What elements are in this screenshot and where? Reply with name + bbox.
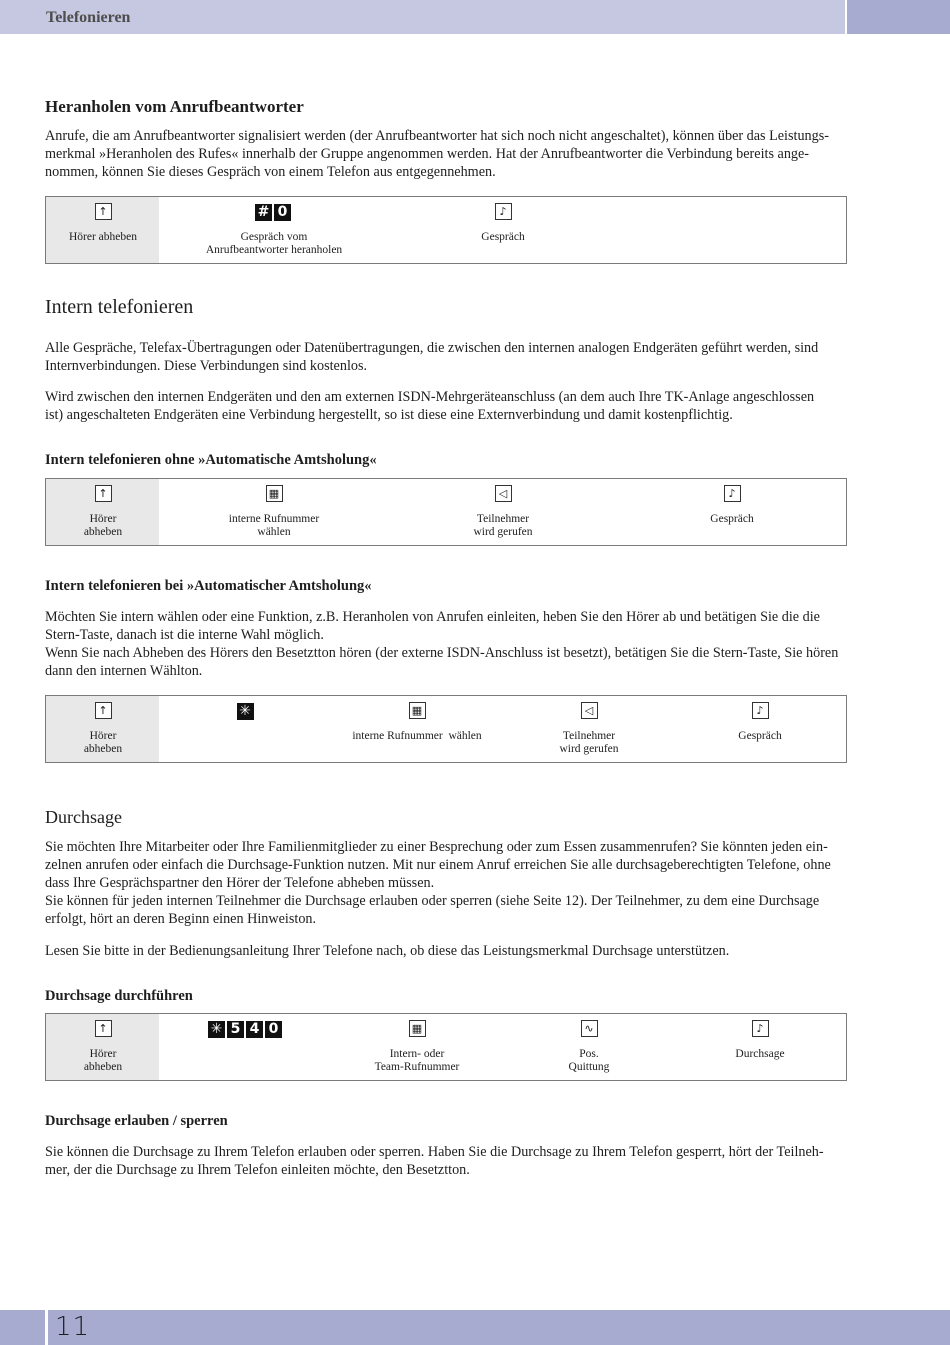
keypad-icon: ▦ — [409, 1020, 426, 1037]
handset-up-icon: ↑ — [95, 485, 112, 502]
text-line: Sie können für jeden internen Teilnehmer die Durchsage erlauben oder sperren (siehe Seite 12). Der Teilnehmer, zu dem eine Durchsage — [45, 893, 820, 909]
step-label-line: Anrufbeantworter heranholen — [205, 244, 343, 256]
paragraph-durchsage-erlauben — [45, 1143, 847, 1179]
step-hoerer-abheben — [3, 479, 203, 539]
step-label-line: interne Rufnummer — [228, 513, 320, 525]
step-label-line: abheben — [83, 743, 123, 755]
key-0: 0 — [274, 204, 291, 221]
conversation-icon: ♪ — [495, 203, 512, 220]
step-label-line: Hörer — [89, 513, 117, 525]
text-line: Sie können die Durchsage zu Ihrem Telefon erlauben oder sperren. Haben Sie die Durchsage zu Ihrem Telefon gesperrt, hört der Teilneh- — [45, 1144, 824, 1160]
text-line: ist) angeschalteten Endgeräten eine Verbindung hergestellt, so ist diese eine Externverbindung und damit kostenpflichtig. — [45, 407, 733, 423]
step-label-line: Pos. — [579, 1048, 599, 1060]
key-star: ✳ — [208, 1021, 225, 1038]
step-code-eingeben — [146, 1014, 346, 1038]
heading-bei-amtsholung: Intern telefonieren bei »Automatischer Amtsholung« — [45, 578, 372, 594]
key-sequence — [174, 203, 374, 221]
text-line: Anrufe, die am Anrufbeantworter signalisiert werden (der Anrufbeantworter hat sich noch nicht angeschaltet), können über das Leistungs- — [45, 128, 829, 144]
procedure-box-durchsage — [45, 1013, 847, 1081]
step-rufnummer-waehlen — [174, 479, 374, 539]
step-rufnummer-waehlen — [317, 696, 517, 743]
text-line: Stern-Taste, danach ist die interne Wahl möglich. — [45, 627, 324, 643]
step-label: Gespräch — [738, 730, 782, 742]
step-label: Gespräch — [710, 513, 754, 525]
step-label-line: wird gerufen — [473, 526, 533, 538]
step-label: Hörer abheben — [68, 231, 137, 243]
step-label-line: wird gerufen — [559, 743, 619, 755]
text-line: merkmal »Heranholen des Rufes« innerhalb der Gruppe angenommen werden. Hat der Anrufbeantworter die Verbindung bereits ange- — [45, 146, 810, 162]
text-line: erfolgt, hört an deren Beginn einen Hinweiston. — [45, 911, 317, 927]
text-line: Lesen Sie bitte in der Bedienungsanleitung Ihrer Telefone nach, ob diese das Leistungsmerkmal Durchsage unterstützen. — [45, 943, 730, 959]
step-label-line: Teilnehmer — [562, 730, 616, 742]
step-label-line: Gespräch vom — [240, 231, 308, 243]
text-line: zelnen anrufen oder einfach die Durchsage-Funktion nutzen. Mit nur einem Anruf erreichen Sie alle durchsageberechtigten Telefone, ohne — [45, 857, 831, 873]
paragraph-intern-2 — [45, 388, 847, 424]
step-label-line: abheben — [83, 1061, 123, 1073]
key-hash: # — [255, 204, 272, 221]
heading-intern-telefonieren: Intern telefonieren — [45, 296, 194, 318]
key-sequence — [146, 702, 346, 720]
heading-durchsage: Durchsage — [45, 807, 122, 827]
step-label: interne Rufnummer wählen — [352, 730, 482, 742]
step-label — [3, 513, 203, 539]
paragraph-heranholen — [45, 127, 847, 181]
step-label-line: abheben — [83, 526, 123, 538]
step-label-line: Hörer — [89, 730, 117, 742]
key-5: 5 — [227, 1021, 244, 1038]
conversation-icon: ♪ — [752, 1020, 769, 1037]
ringing-icon: ◁ — [581, 702, 598, 719]
text-line: Wird zwischen den internen Endgeräten und den am externen ISDN-Mehrgeräteanschluss (an dem auch Ihre TK-Anlage angeschlossen — [45, 389, 815, 405]
ringing-icon: ◁ — [495, 485, 512, 502]
keypad-icon: ▦ — [266, 485, 283, 502]
text-line: dann den internen Wählton. — [45, 663, 203, 679]
text-line: Wenn Sie nach Abheben des Hörers den Besetztton hören (der externe ISDN-Anschluss ist besetzt), betätigen Sie die Stern-Taste, Sie hören — [45, 645, 839, 661]
heading-ohne-amtsholung: Intern telefonieren ohne »Automatische Amtsholung« — [45, 452, 377, 468]
step-label-line: Hörer — [89, 1048, 117, 1060]
step-hoerer-abheben — [3, 197, 203, 244]
procedure-box-bei-amtsholung — [45, 695, 847, 763]
confirmation-tone-icon: ∿ — [581, 1020, 598, 1037]
paragraph-durchsage-2 — [45, 942, 847, 960]
step-rufnummer — [317, 1014, 517, 1074]
text-line: Möchten Sie intern wählen oder eine Funktion, z.B. Heranholen von Anrufen einleiten, heben Sie den Hörer ab und betätigen Sie die die — [45, 609, 820, 625]
heading-durchsage-erlauben: Durchsage erlauben / sperren — [45, 1113, 228, 1129]
conversation-icon: ♪ — [752, 702, 769, 719]
paragraph-intern-1 — [45, 339, 847, 375]
step-label-line: Intern- oder — [389, 1048, 445, 1060]
step-quittung — [489, 1014, 689, 1074]
conversation-icon: ♪ — [724, 485, 741, 502]
handset-up-icon: ↑ — [95, 203, 112, 220]
step-label — [317, 1048, 517, 1074]
step-label-line: Team-Rufnummer — [374, 1061, 460, 1073]
step-label-line: Quittung — [568, 1061, 610, 1073]
key-star: ✳ — [237, 703, 254, 720]
procedure-box-ohne-amtsholung — [45, 478, 847, 546]
step-gespraech-heranholen — [174, 197, 374, 257]
step-gespraech — [632, 479, 832, 526]
key-4: 4 — [246, 1021, 263, 1038]
procedure-box-heranholen — [45, 196, 847, 264]
paragraph-durchsage-1 — [45, 838, 847, 928]
handset-up-icon: ↑ — [95, 702, 112, 719]
footer-bar — [0, 1310, 950, 1345]
step-label-line: wählen — [257, 526, 291, 538]
key-0: 0 — [265, 1021, 282, 1038]
step-label — [3, 1048, 203, 1074]
footer-divider — [45, 1310, 48, 1345]
step-label — [403, 513, 603, 539]
page-number: 11 — [55, 1312, 91, 1342]
key-sequence — [146, 1020, 346, 1038]
step-stern-taste — [146, 696, 346, 720]
text-line: Sie möchten Ihre Mitarbeiter oder Ihre Familienmitglieder zu einer Besprechung oder zum Essen zusammenrufen? Sie könnten jeden ein- — [45, 839, 828, 855]
step-label — [489, 730, 689, 756]
step-gespraech — [403, 197, 603, 244]
step-label — [174, 231, 374, 257]
text-line: Alle Gespräche, Telefax-Übertragungen oder Datenübertragungen, die zwischen den internen analogen Endgeräten geführt werden, sind — [45, 340, 819, 356]
step-label — [174, 513, 374, 539]
paragraph-bei-amtsholung — [45, 608, 847, 680]
heading-durchsage-durchfuehren: Durchsage durchführen — [45, 988, 193, 1004]
text-line: nommen, können Sie dieses Gespräch von einem Telefon aus entgegennehmen. — [45, 164, 496, 180]
step-durchsage — [660, 1014, 860, 1061]
keypad-icon: ▦ — [409, 702, 426, 719]
step-label: Durchsage — [735, 1048, 785, 1060]
step-label — [3, 730, 203, 756]
step-label: Gespräch — [481, 231, 525, 243]
step-gespraech — [660, 696, 860, 743]
step-label — [489, 1048, 689, 1074]
step-teilnehmer-gerufen — [403, 479, 603, 539]
step-label-line: Teilnehmer — [476, 513, 530, 525]
handset-up-icon: ↑ — [95, 1020, 112, 1037]
step-teilnehmer-gerufen — [489, 696, 689, 756]
text-line: mer, der die Durchsage zu Ihrem Telefon einleiten möchte, den Besetztton. — [45, 1162, 470, 1178]
text-line: dass Ihre Gesprächspartner den Hörer der Telefone abheben müssen. — [45, 875, 435, 891]
header-accent — [847, 0, 950, 34]
heading-heranholen: Heranholen vom Anrufbeantworter — [45, 97, 304, 116]
text-line: Internverbindungen. Diese Verbindungen sind kostenlos. — [45, 358, 368, 374]
page-header-title: Telefonieren — [46, 9, 131, 26]
